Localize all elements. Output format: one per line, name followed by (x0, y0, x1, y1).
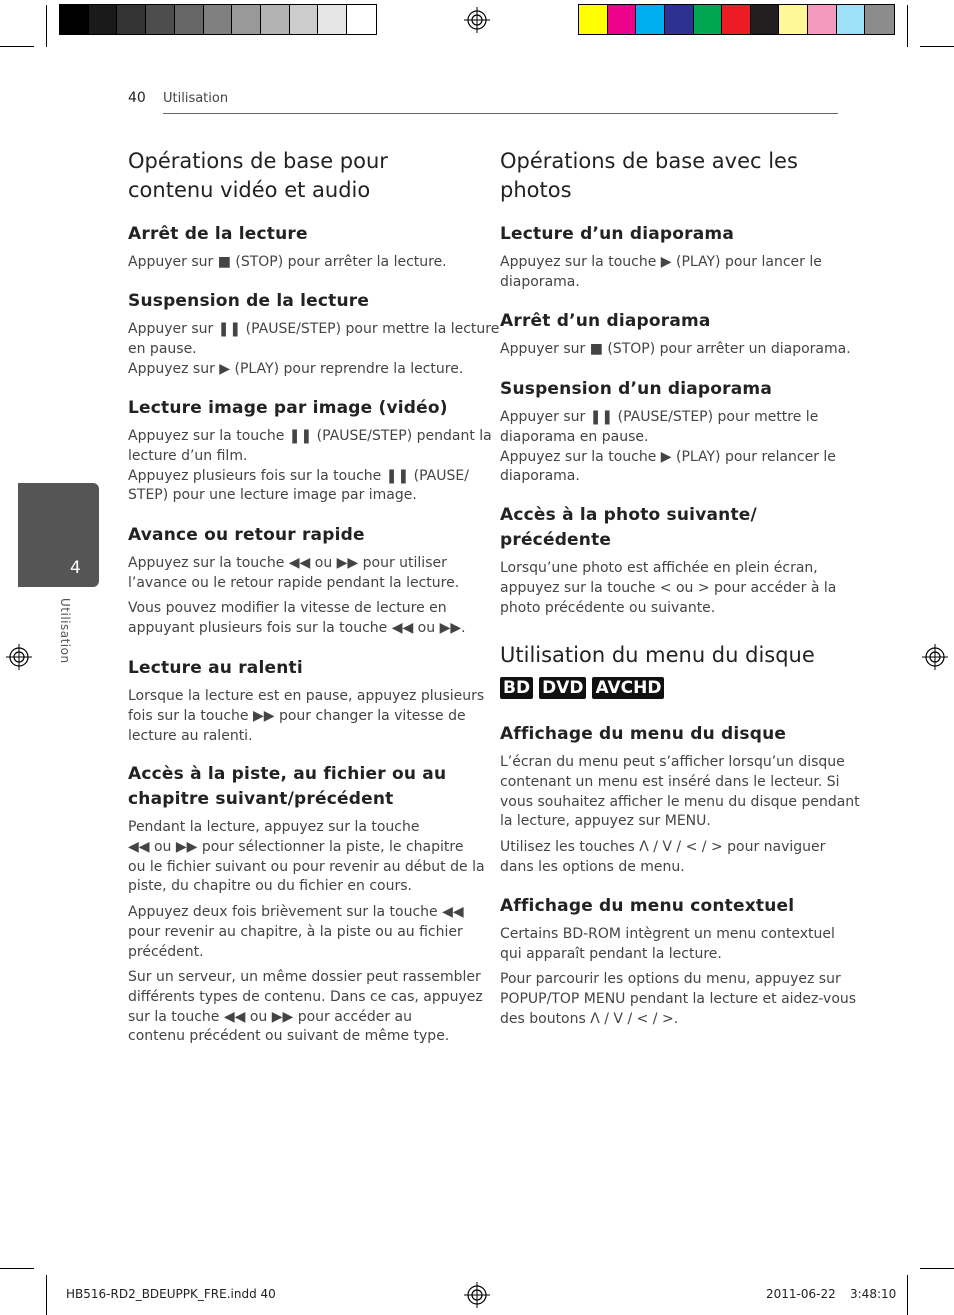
bd-badge-icon: BD (500, 677, 533, 699)
registration-mark-icon (464, 1282, 490, 1308)
crop-mark (920, 1268, 954, 1269)
paragraph (128, 427, 492, 506)
color-swatch (694, 5, 723, 34)
chapter-label: Utilisation (58, 598, 72, 664)
line: en pause. (128, 340, 197, 357)
line: Lorsque la lecture est en pause, appuyez plusieurs (128, 688, 485, 704)
section-title (500, 147, 798, 205)
subheading: Lecture au ralenti (128, 658, 303, 678)
crop-mark (920, 46, 954, 47)
line: appuyez sur la touche < ou > pour accéder à la (500, 579, 837, 596)
color-swatch (117, 5, 146, 34)
line: vous souhaitez afficher le menu du disque pendant (500, 793, 860, 810)
color-swatch (579, 5, 608, 34)
line: photo précédente ou suivante. (500, 599, 716, 616)
color-swatch (60, 5, 89, 34)
subheading: Lecture d’un diaporama (500, 224, 735, 244)
color-swatch (318, 5, 347, 34)
color-swatch (865, 5, 894, 34)
line: Appuyer sur ❚❚ (PAUSE/STEP) pour mettre le (500, 409, 819, 425)
color-swatch (636, 5, 665, 34)
paragraph (128, 599, 466, 639)
crop-mark (0, 46, 34, 47)
line: Vous pouvez modifier la vitesse de lecture en (128, 600, 447, 616)
paragraph (128, 687, 484, 746)
registration-mark-icon (6, 644, 32, 670)
line: précédente (500, 530, 612, 550)
section-title (128, 147, 388, 205)
line: Appuyez sur la touche ▶ (PLAY) pour lancer le (500, 254, 822, 270)
line: Appuyez sur la touche ▶ (PLAY) pour relancer le (500, 448, 836, 465)
chapter-tab (18, 483, 99, 587)
line: ◀◀ ou ▶▶ pour sélectionner la piste, le chapitre (128, 838, 464, 855)
crop-mark (907, 1275, 908, 1315)
page-number: 40 (128, 90, 146, 106)
line: Accès à la photo suivante/ (500, 505, 757, 525)
line: contenant un menu est inséré dans le lecteur. Si (500, 773, 840, 790)
color-swatch (290, 5, 319, 34)
line: POPUP/TOP MENU pendant la lecture et aidez-vous (500, 990, 857, 1007)
line: Appuyez sur ▶ (PLAY) pour reprendre la lecture. (128, 360, 464, 377)
paragraph (500, 925, 835, 965)
avchd-badge-icon: AVCHD (592, 677, 664, 699)
line: Appuyez sur la touche ◀◀ ou ▶▶ pour utiliser (128, 555, 447, 571)
subheading: Suspension d’un diaporama (500, 379, 773, 399)
line: précédent. (128, 943, 204, 960)
line: Lorsqu’une photo est affichée en plein écran, (500, 560, 818, 576)
subheading (128, 762, 446, 812)
color-calibration-bar (578, 4, 895, 35)
line: lecture au ralenti. (128, 727, 253, 744)
line: Appuyez deux fois brièvement sur la touche ◀◀ (128, 904, 464, 920)
paragraph (128, 903, 464, 962)
section-label: Utilisation (163, 91, 229, 106)
line: diaporama en pause. (500, 428, 649, 445)
line: L’écran du menu peut s’afficher lorsqu’un disque (500, 754, 845, 770)
line: chapitre suivant/précédent (128, 789, 394, 809)
color-swatch (722, 5, 751, 34)
line: dans les options de menu. (500, 858, 685, 875)
line: Appuyez sur la touche ❚❚ (PAUSE/STEP) pendant la (128, 428, 492, 444)
color-swatch (779, 5, 808, 34)
paragraph (500, 340, 851, 360)
title-line: Opérations de base pour (128, 149, 388, 173)
chapter-number: 4 (70, 558, 81, 578)
line: fois sur la touche ▶▶ pour changer la vitesse de (128, 707, 466, 724)
subheading: Avance ou retour rapide (128, 525, 365, 545)
paragraph (500, 559, 836, 618)
subheading: Arrêt d’un diaporama (500, 311, 711, 331)
crop-mark (46, 1275, 47, 1315)
footer-date: 2011-06-22 (766, 1287, 836, 1301)
color-swatch (175, 5, 204, 34)
line: Utilisez les touches Λ / V / < / > pour naviguer (500, 839, 826, 855)
subheading: Affichage du menu du disque (500, 724, 787, 744)
color-swatch (89, 5, 118, 34)
paragraph (500, 838, 825, 878)
line: lecture d’un film. (128, 447, 248, 464)
line: contenu précédent ou suivant de même type. (128, 1028, 450, 1045)
line: Sur un serveur, un même dossier peut rassembler (128, 969, 481, 985)
line: diaporama. (500, 273, 580, 290)
title-line: contenu vidéo et audio (128, 178, 371, 202)
line: STEP) pour une lecture image par image. (128, 487, 417, 504)
line: des boutons Λ / V / < / >. (500, 1010, 679, 1027)
gray-calibration-bar (59, 4, 377, 35)
color-swatch (347, 5, 376, 34)
footer-time: 3:48:10 (850, 1287, 897, 1301)
subheading: Lecture image par image (vidéo) (128, 398, 448, 418)
registration-mark-icon (922, 644, 948, 670)
subheading (500, 503, 757, 553)
disc-type-badges (500, 677, 670, 699)
color-swatch (146, 5, 175, 34)
line: piste, du chapitre ou du fichier en cours. (128, 878, 412, 895)
line: diaporama. (500, 468, 580, 485)
line: appuyant plusieurs fois sur la touche ◀◀ ou ▶▶. (128, 619, 466, 636)
registration-mark-icon (464, 7, 490, 33)
title-line: Opérations de base avec les (500, 149, 798, 173)
paragraph (128, 818, 485, 897)
color-swatch (665, 5, 694, 34)
paragraph (500, 408, 836, 487)
paragraph (500, 970, 856, 1029)
color-swatch (837, 5, 866, 34)
paragraph (128, 968, 483, 1047)
footer-file: HB516-RD2_BDEUPPK_FRE.indd 40 (66, 1287, 276, 1301)
line: Appuyez plusieurs fois sur la touche ❚❚ (PAUSE/ (128, 467, 469, 484)
header-rule (163, 113, 838, 114)
subheading: Arrêt de la lecture (128, 224, 308, 244)
dvd-badge-icon: DVD (539, 677, 586, 699)
line: qui apparaît pendant la lecture. (500, 945, 722, 962)
line: Pendant la lecture, appuyez sur la touche (128, 819, 420, 835)
line: la lecture, appuyez sur MENU. (500, 813, 711, 830)
line: Pour parcourir les options du menu, appuyez sur (500, 971, 841, 987)
section-title: Utilisation du menu du disque (500, 643, 815, 667)
paragraph (128, 320, 499, 379)
line: pour revenir au chapitre, à la piste ou au fichier (128, 923, 463, 940)
subheading: Affichage du menu contextuel (500, 896, 795, 916)
crop-mark (46, 5, 47, 47)
color-swatch (808, 5, 837, 34)
crop-mark (907, 5, 908, 47)
color-swatch (261, 5, 290, 34)
color-swatch (751, 5, 780, 34)
title-line: photos (500, 178, 572, 202)
line: Certains BD-ROM intègrent un menu contextuel (500, 926, 835, 942)
subheading: Suspension de la lecture (128, 291, 370, 311)
line: Accès à la piste, au fichier ou au (128, 764, 447, 784)
color-swatch (204, 5, 233, 34)
color-swatch (232, 5, 261, 34)
line: Appuyer sur ■ (STOP) pour arrêter un diaporama. (500, 341, 851, 357)
paragraph (500, 253, 822, 293)
line: sur la touche ◀◀ ou ▶▶ pour accéder au (128, 1008, 412, 1025)
line: ou le fichier suivant ou pour revenir au début de la (128, 858, 485, 875)
line: différents types de contenu. Dans ce cas, appuyez (128, 988, 483, 1005)
crop-mark (0, 1268, 34, 1269)
line: l’avance ou le retour rapide pendant la lecture. (128, 574, 460, 591)
paragraph: Appuyer sur ■ (STOP) pour arrêter la lecture. (128, 254, 447, 270)
paragraph (500, 753, 860, 832)
color-swatch (608, 5, 637, 34)
line: Appuyer sur ❚❚ (PAUSE/STEP) pour mettre la lecture (128, 321, 500, 337)
paragraph (128, 554, 459, 594)
